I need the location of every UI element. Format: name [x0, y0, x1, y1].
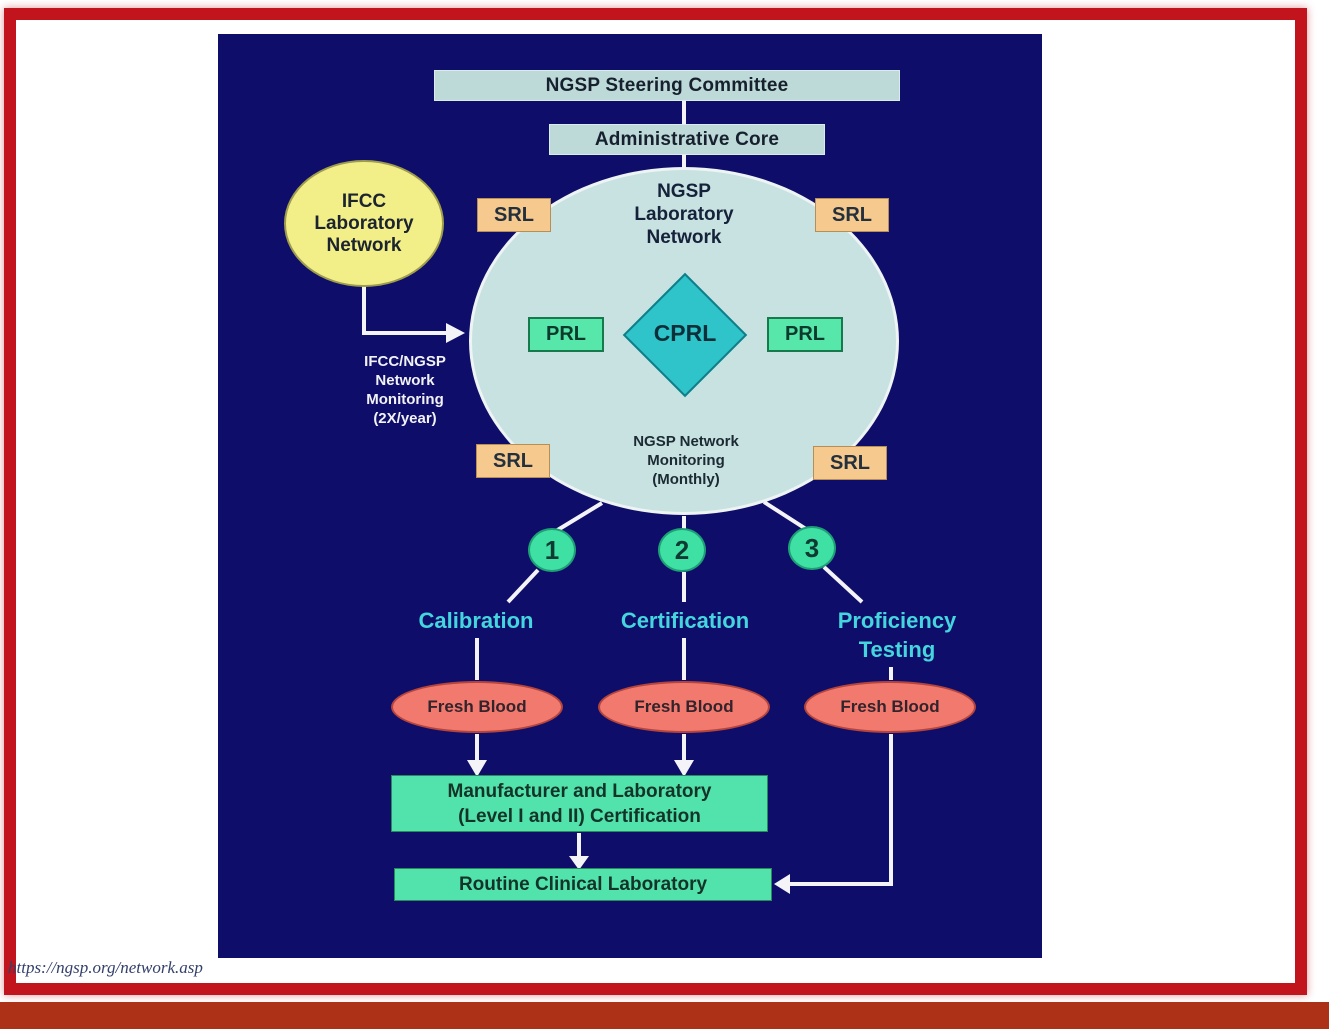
monthly-line2: Monitoring — [647, 452, 725, 469]
step-label-line: Certification — [620, 608, 750, 633]
srl-box-top-left — [477, 198, 551, 232]
srl-label: SRL — [494, 203, 534, 226]
ifcc-circle-text — [314, 191, 413, 257]
step-label-line: Calibration — [418, 608, 534, 633]
ifcc-monitoring-caption — [329, 352, 481, 428]
administrative-core-label: Administrative Core — [594, 128, 780, 150]
ngsp-title-line1: NGSP — [657, 181, 711, 202]
step-label-calibration — [386, 606, 566, 635]
routine-clinical-laboratory-box — [394, 868, 772, 901]
ifcc-line2: Laboratory — [314, 212, 414, 234]
cprl-label: CPRL — [653, 320, 717, 346]
fresh-blood-label: Fresh Blood — [840, 697, 940, 716]
prl-box-left — [528, 317, 604, 352]
ifcc-line3: Network — [326, 234, 402, 256]
step-label-line: Proficiency — [837, 608, 957, 633]
monthly-line1: NGSP Network — [633, 433, 739, 450]
step-label-certification — [595, 606, 775, 635]
step-circle-1 — [528, 528, 576, 572]
ngsp-network-title — [584, 180, 784, 249]
srl-label: SRL — [832, 203, 872, 226]
manufacturer-box-line1: Manufacturer and Laboratory — [447, 780, 712, 802]
ifcc-mon-line3: Monitoring — [366, 391, 444, 408]
srl-box-bottom-left — [476, 444, 550, 478]
ifcc-network-circle — [284, 160, 444, 287]
ngsp-title-line3: Network — [646, 227, 722, 248]
srl-box-top-right — [815, 198, 889, 232]
source-url-caption: https://ngsp.org/network.asp — [8, 958, 203, 977]
manufacturer-box-text — [448, 779, 712, 829]
bottom-bar — [0, 1002, 1329, 1029]
fresh-blood-ellipse-2 — [598, 681, 770, 733]
step-label-proficiency-testing — [807, 606, 987, 664]
ngsp-monitoring-caption — [586, 432, 786, 489]
srl-box-bottom-right — [813, 446, 887, 480]
prl-label: PRL — [546, 323, 586, 345]
routine-box-label: Routine Clinical Laboratory — [458, 874, 708, 895]
fresh-blood-label: Fresh Blood — [634, 697, 734, 716]
ifcc-mon-line2: Network — [375, 372, 435, 389]
manufacturer-certification-box — [391, 775, 768, 832]
srl-label: SRL — [830, 451, 870, 474]
manufacturer-box-line2: (Level I and II) Certification — [458, 805, 701, 827]
steering-committee-label: NGSP Steering Committee — [545, 74, 789, 96]
step-label-line: Testing — [858, 637, 936, 662]
srl-label: SRL — [493, 449, 533, 472]
monthly-line3: (Monthly) — [652, 471, 720, 488]
steering-committee-box — [434, 70, 900, 101]
ifcc-line1: IFCC — [341, 190, 387, 212]
prl-box-right — [767, 317, 843, 352]
prl-label: PRL — [785, 323, 825, 345]
step-number: 3 — [804, 532, 820, 563]
ngsp-title-line2: Laboratory — [634, 204, 734, 225]
fresh-blood-ellipse-1 — [391, 681, 563, 733]
administrative-core-box — [549, 124, 825, 155]
step-circle-2 — [658, 528, 706, 572]
ifcc-mon-line1: IFCC/NGSP — [364, 353, 446, 370]
step-circle-3 — [788, 526, 836, 570]
fresh-blood-ellipse-3 — [804, 681, 976, 733]
step-number: 1 — [544, 534, 560, 565]
ifcc-mon-line4: (2X/year) — [373, 410, 437, 427]
step-number: 2 — [674, 534, 690, 565]
fresh-blood-label: Fresh Blood — [427, 697, 527, 716]
